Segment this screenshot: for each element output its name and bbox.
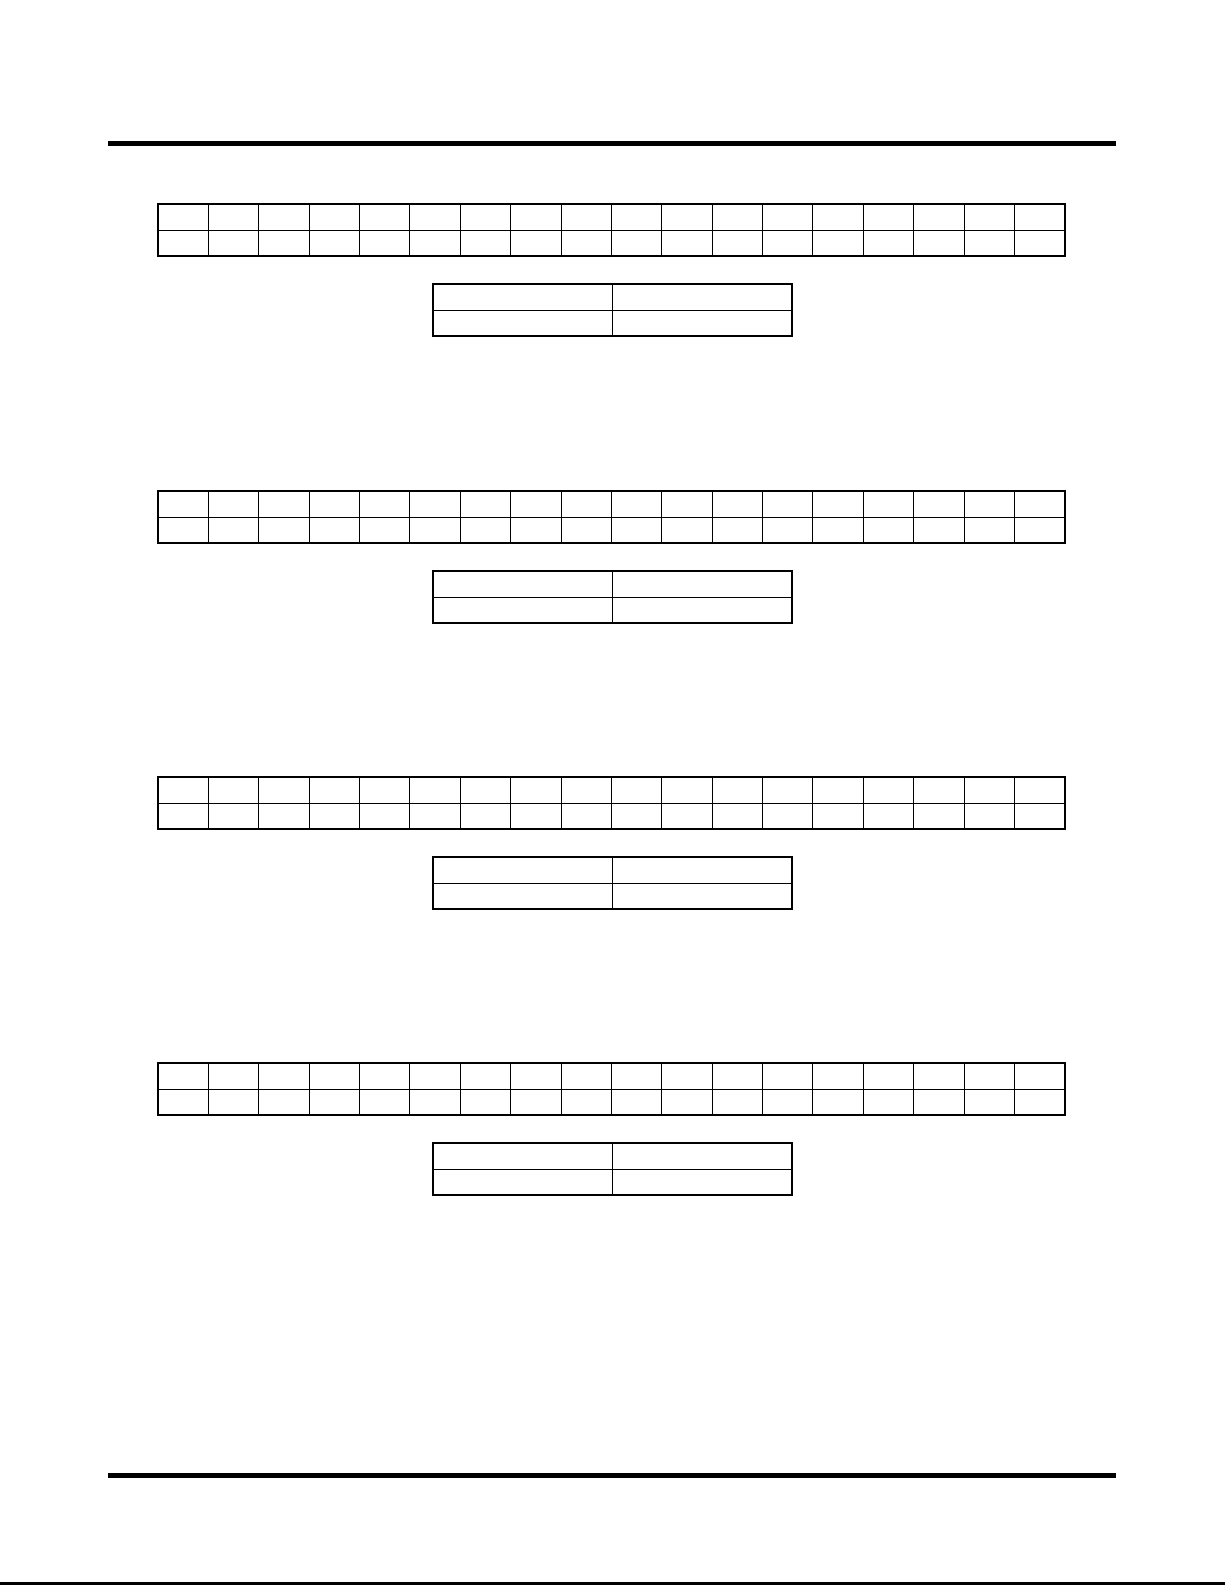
bit-cell xyxy=(460,777,510,803)
bit-cell xyxy=(1014,1063,1065,1089)
bit-cell xyxy=(763,803,813,829)
bit-cell xyxy=(360,777,410,803)
bit-cell xyxy=(863,491,913,517)
bit-cell xyxy=(561,777,611,803)
bit-cell xyxy=(360,230,410,256)
detail-row xyxy=(433,1143,792,1169)
detail-cell xyxy=(613,857,793,883)
bit-cell xyxy=(763,491,813,517)
detail-row xyxy=(433,857,792,883)
bit-cell xyxy=(410,1089,460,1115)
bit-cell xyxy=(611,777,661,803)
bit-field-table xyxy=(157,1062,1066,1116)
bit-cell xyxy=(158,1089,208,1115)
detail-cell xyxy=(433,883,613,909)
bit-cell xyxy=(259,1089,309,1115)
bit-cell xyxy=(158,491,208,517)
bit-cell xyxy=(309,230,359,256)
bit-cell xyxy=(561,491,611,517)
bit-cell xyxy=(259,204,309,230)
bit-cell xyxy=(1014,491,1065,517)
bit-row xyxy=(158,230,1065,256)
bit-cell xyxy=(813,230,863,256)
bit-cell xyxy=(1014,803,1065,829)
bit-cell xyxy=(813,1089,863,1115)
bit-cell xyxy=(662,204,712,230)
bit-cell xyxy=(863,204,913,230)
detail-cell xyxy=(433,597,613,623)
bit-cell xyxy=(259,230,309,256)
bit-cell xyxy=(511,491,561,517)
bit-cell xyxy=(460,517,510,543)
bit-cell xyxy=(511,204,561,230)
bit-cell xyxy=(460,230,510,256)
detail-row xyxy=(433,597,792,623)
bit-cell xyxy=(410,1063,460,1089)
detail-cell xyxy=(433,284,613,310)
bit-cell xyxy=(460,1089,510,1115)
bit-cell xyxy=(662,1063,712,1089)
bit-row xyxy=(158,1063,1065,1089)
bit-cell xyxy=(1014,1089,1065,1115)
bit-cell xyxy=(763,1063,813,1089)
bit-cell xyxy=(158,1063,208,1089)
bit-cell xyxy=(813,204,863,230)
bit-cell xyxy=(964,230,1014,256)
bit-cell xyxy=(662,491,712,517)
bit-cell xyxy=(662,230,712,256)
bit-cell xyxy=(813,517,863,543)
bit-cell xyxy=(561,230,611,256)
bit-cell xyxy=(712,204,762,230)
bit-cell xyxy=(410,230,460,256)
bit-cell xyxy=(309,803,359,829)
bit-row xyxy=(158,777,1065,803)
bit-cell xyxy=(561,204,611,230)
bit-row xyxy=(158,517,1065,543)
bit-cell xyxy=(863,1063,913,1089)
bit-cell xyxy=(460,491,510,517)
bit-cell xyxy=(611,204,661,230)
bit-cell xyxy=(813,777,863,803)
detail-cell xyxy=(433,857,613,883)
bit-cell xyxy=(914,777,964,803)
bit-cell xyxy=(712,491,762,517)
bit-cell xyxy=(964,1089,1014,1115)
bit-cell xyxy=(763,204,813,230)
bit-cell xyxy=(309,491,359,517)
bit-cell xyxy=(208,1089,258,1115)
bit-cell xyxy=(511,1089,561,1115)
bit-cell xyxy=(611,803,661,829)
bit-cell xyxy=(964,517,1014,543)
bit-cell xyxy=(1014,777,1065,803)
bit-cell xyxy=(309,1063,359,1089)
bit-cell xyxy=(763,517,813,543)
bit-cell xyxy=(208,230,258,256)
bit-cell xyxy=(511,517,561,543)
bit-cell xyxy=(964,1063,1014,1089)
bit-cell xyxy=(1014,204,1065,230)
bit-cell xyxy=(208,777,258,803)
bit-cell xyxy=(460,1063,510,1089)
bit-cell xyxy=(460,803,510,829)
bit-cell xyxy=(259,803,309,829)
bit-cell xyxy=(561,1089,611,1115)
bit-cell xyxy=(360,1063,410,1089)
bit-cell xyxy=(712,1063,762,1089)
detail-cell xyxy=(433,571,613,597)
bit-row xyxy=(158,803,1065,829)
bit-cell xyxy=(914,803,964,829)
detail-cell xyxy=(613,1143,793,1169)
detail-row xyxy=(433,310,792,336)
bit-cell xyxy=(763,230,813,256)
bit-cell xyxy=(914,204,964,230)
bit-cell xyxy=(662,777,712,803)
bit-row xyxy=(158,491,1065,517)
bit-cell xyxy=(259,777,309,803)
bit-cell xyxy=(561,1063,611,1089)
bit-row xyxy=(158,1089,1065,1115)
detail-row xyxy=(433,571,792,597)
bit-cell xyxy=(208,1063,258,1089)
bit-cell xyxy=(863,230,913,256)
bit-cell xyxy=(158,777,208,803)
detail-cell xyxy=(613,883,793,909)
bit-cell xyxy=(763,1089,813,1115)
bit-cell xyxy=(813,803,863,829)
bit-cell xyxy=(662,517,712,543)
bit-field-table xyxy=(157,203,1066,257)
bit-cell xyxy=(360,803,410,829)
bit-cell xyxy=(914,1063,964,1089)
detail-cell xyxy=(613,284,793,310)
bit-cell xyxy=(360,204,410,230)
detail-cell xyxy=(613,310,793,336)
bit-cell xyxy=(309,517,359,543)
bit-cell xyxy=(813,491,863,517)
bit-cell xyxy=(611,230,661,256)
bit-cell xyxy=(410,204,460,230)
bit-cell xyxy=(863,1089,913,1115)
bit-cell xyxy=(964,491,1014,517)
bit-cell xyxy=(511,230,561,256)
bit-cell xyxy=(410,491,460,517)
bit-cell xyxy=(561,803,611,829)
bit-cell xyxy=(863,777,913,803)
bit-cell xyxy=(712,777,762,803)
bit-cell xyxy=(511,777,561,803)
bit-cell xyxy=(360,1089,410,1115)
bit-cell xyxy=(158,803,208,829)
bit-cell xyxy=(511,803,561,829)
bit-cell xyxy=(712,517,762,543)
bit-cell xyxy=(813,1063,863,1089)
bit-cell xyxy=(712,803,762,829)
bit-cell xyxy=(208,204,258,230)
bit-cell xyxy=(1014,230,1065,256)
bit-cell xyxy=(511,1063,561,1089)
bit-cell xyxy=(712,1089,762,1115)
bit-cell xyxy=(611,1063,661,1089)
bit-cell xyxy=(259,517,309,543)
bit-cell xyxy=(360,517,410,543)
bit-cell xyxy=(561,517,611,543)
bit-cell xyxy=(309,777,359,803)
detail-cell xyxy=(433,1169,613,1195)
bottom-horizontal-rule xyxy=(108,1473,1116,1478)
bit-cell xyxy=(158,517,208,543)
bit-cell xyxy=(158,204,208,230)
detail-cell xyxy=(613,597,793,623)
bit-cell xyxy=(763,777,813,803)
bit-cell xyxy=(208,803,258,829)
bit-cell xyxy=(611,1089,661,1115)
bit-cell xyxy=(410,517,460,543)
bit-cell xyxy=(611,517,661,543)
bit-field-table xyxy=(157,776,1066,830)
detail-table xyxy=(432,283,793,337)
bit-cell xyxy=(309,204,359,230)
top-horizontal-rule xyxy=(108,141,1116,146)
detail-cell xyxy=(613,571,793,597)
detail-row xyxy=(433,883,792,909)
bit-cell xyxy=(662,1089,712,1115)
bit-cell xyxy=(662,803,712,829)
bit-cell xyxy=(410,777,460,803)
bit-cell xyxy=(712,230,762,256)
bit-cell xyxy=(914,491,964,517)
bit-cell xyxy=(611,491,661,517)
bit-cell xyxy=(863,517,913,543)
bit-cell xyxy=(360,491,410,517)
detail-row xyxy=(433,1169,792,1195)
bit-cell xyxy=(914,517,964,543)
bit-field-table xyxy=(157,490,1066,544)
bit-cell xyxy=(208,517,258,543)
bit-cell xyxy=(964,803,1014,829)
detail-cell xyxy=(613,1169,793,1195)
detail-table xyxy=(432,570,793,624)
detail-table xyxy=(432,1142,793,1196)
detail-cell xyxy=(433,310,613,336)
bit-cell xyxy=(410,803,460,829)
bit-cell xyxy=(863,803,913,829)
bit-cell xyxy=(1014,517,1065,543)
bit-cell xyxy=(460,204,510,230)
bit-cell xyxy=(208,491,258,517)
bit-cell xyxy=(964,204,1014,230)
bit-cell xyxy=(309,1089,359,1115)
detail-table xyxy=(432,856,793,910)
bit-cell xyxy=(914,230,964,256)
detail-row xyxy=(433,284,792,310)
bit-cell xyxy=(914,1089,964,1115)
bit-cell xyxy=(158,230,208,256)
bit-cell xyxy=(259,1063,309,1089)
detail-cell xyxy=(433,1143,613,1169)
bit-cell xyxy=(259,491,309,517)
bit-row xyxy=(158,204,1065,230)
bit-cell xyxy=(964,777,1014,803)
